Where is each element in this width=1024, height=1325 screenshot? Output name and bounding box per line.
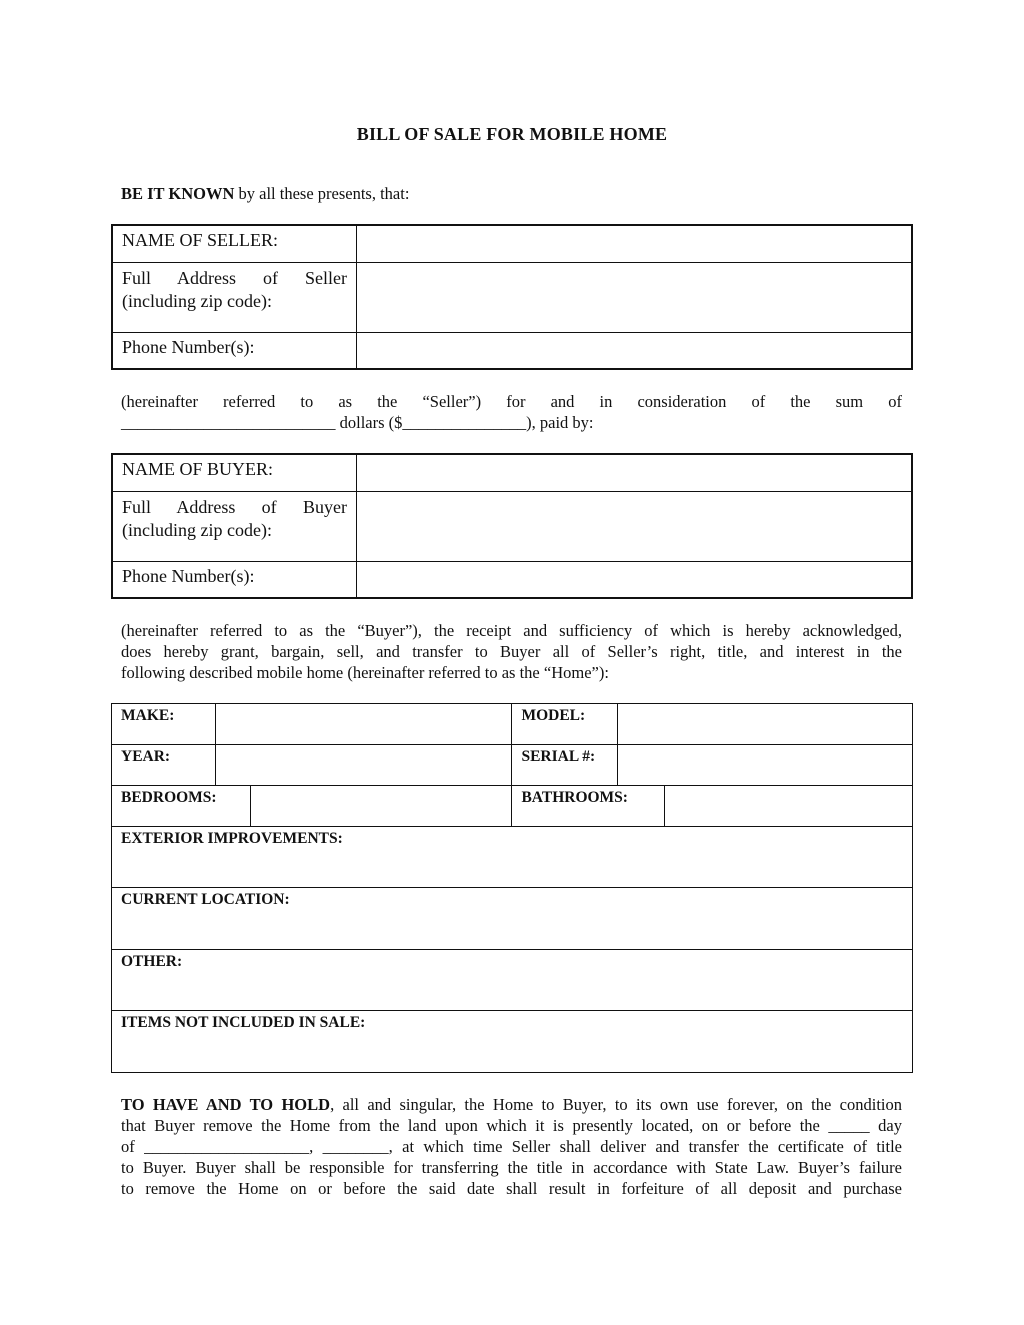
hold-line2: that Buyer remove the Home from the land upon which it is presently located, on or before the _____ day: [121, 1116, 902, 1135]
year-label: YEAR:: [112, 745, 216, 786]
model-label: MODEL:: [512, 704, 618, 745]
other-label: OTHER:: [121, 953, 183, 970]
bedrooms-field[interactable]: [250, 786, 512, 827]
intro-bold: BE IT KNOWN: [121, 184, 235, 203]
serial-label: SERIAL #:: [512, 745, 618, 786]
buyer-address-field[interactable]: [357, 491, 913, 561]
current-location-label: CURRENT LOCATION:: [121, 891, 290, 908]
intro-rest: by all these presents, that:: [234, 184, 410, 203]
hold-line1-rest: , all and singular, the Home to Buyer, to its own use forever, on the condition: [330, 1095, 902, 1114]
buyer-paragraph: [121, 620, 902, 683]
seller-address-label-line1: Full Address of Seller: [122, 267, 347, 288]
buyer-phone-field[interactable]: [357, 561, 913, 598]
exterior-improvements-field[interactable]: [112, 827, 913, 888]
buyer-address-label: [112, 491, 357, 561]
bathrooms-label: BATHROOMS:: [512, 786, 665, 827]
bathrooms-field[interactable]: [665, 786, 913, 827]
hold-line1: [121, 1094, 902, 1115]
buyer-paragraph-line3: following described mobile home (hereinafter referred to as the “Home”):: [121, 663, 609, 682]
seller-paragraph-line1: (hereinafter referred to as the “Seller”) for and in consideration of the sum of: [121, 392, 902, 411]
buyer-address-label-line2: (including zip code):: [122, 519, 272, 540]
seller-name-field[interactable]: [357, 225, 913, 262]
buyer-paragraph-line2: does hereby grant, bargain, sell, and transfer to Buyer all of Seller’s right, title, and interest in the: [121, 642, 902, 661]
seller-address-label: [112, 262, 357, 332]
seller-phone-label: Phone Number(s):: [112, 332, 357, 369]
to-have-and-to-hold-paragraph: [121, 1094, 902, 1199]
seller-address-field[interactable]: [357, 262, 913, 332]
hold-bold: TO HAVE AND TO HOLD: [121, 1095, 331, 1114]
hold-line5: to remove the Home on or before the said date shall result in forfeiture of all deposit and purchase: [121, 1179, 902, 1198]
seller-paragraph-line2: __________________________ dollars ($_______________), paid by:: [121, 413, 594, 432]
exterior-improvements-label: EXTERIOR IMPROVEMENTS:: [121, 830, 343, 847]
items-not-included-field[interactable]: [112, 1011, 913, 1073]
hold-line4: to Buyer. Buyer shall be responsible for transferring the title in accordance with State Law. Buyer’s failure: [121, 1158, 902, 1177]
seller-address-label-line2: (including zip code):: [122, 290, 272, 311]
buyer-table: [111, 453, 913, 599]
current-location-field[interactable]: [112, 888, 913, 950]
bedrooms-label: BEDROOMS:: [112, 786, 251, 827]
intro-line: [121, 184, 409, 204]
seller-paragraph: [121, 391, 902, 433]
buyer-paragraph-line1: (hereinafter referred to as the “Buyer”), the receipt and sufficiency of which is hereby acknowledged,: [121, 621, 902, 640]
model-field[interactable]: [618, 704, 913, 745]
make-field[interactable]: [215, 704, 512, 745]
document-title: BILL OF SALE FOR MOBILE HOME: [356, 124, 668, 144]
hold-line3: of ____________________, ________, at which time Seller shall deliver and transfer the certificate of title: [121, 1137, 902, 1156]
make-label: MAKE:: [112, 704, 216, 745]
buyer-phone-label: Phone Number(s):: [112, 561, 357, 598]
seller-phone-field[interactable]: [357, 332, 913, 369]
seller-name-label: NAME OF SELLER:: [112, 225, 357, 262]
home-details-table: [111, 703, 913, 1073]
seller-table: [111, 224, 913, 370]
items-not-included-label: ITEMS NOT INCLUDED IN SALE:: [121, 1014, 366, 1031]
year-field[interactable]: [215, 745, 512, 786]
buyer-name-label: NAME OF BUYER:: [112, 454, 357, 491]
buyer-name-field[interactable]: [357, 454, 913, 491]
other-field[interactable]: [112, 950, 913, 1011]
buyer-address-label-line1: Full Address of Buyer: [122, 496, 347, 517]
serial-field[interactable]: [618, 745, 913, 786]
